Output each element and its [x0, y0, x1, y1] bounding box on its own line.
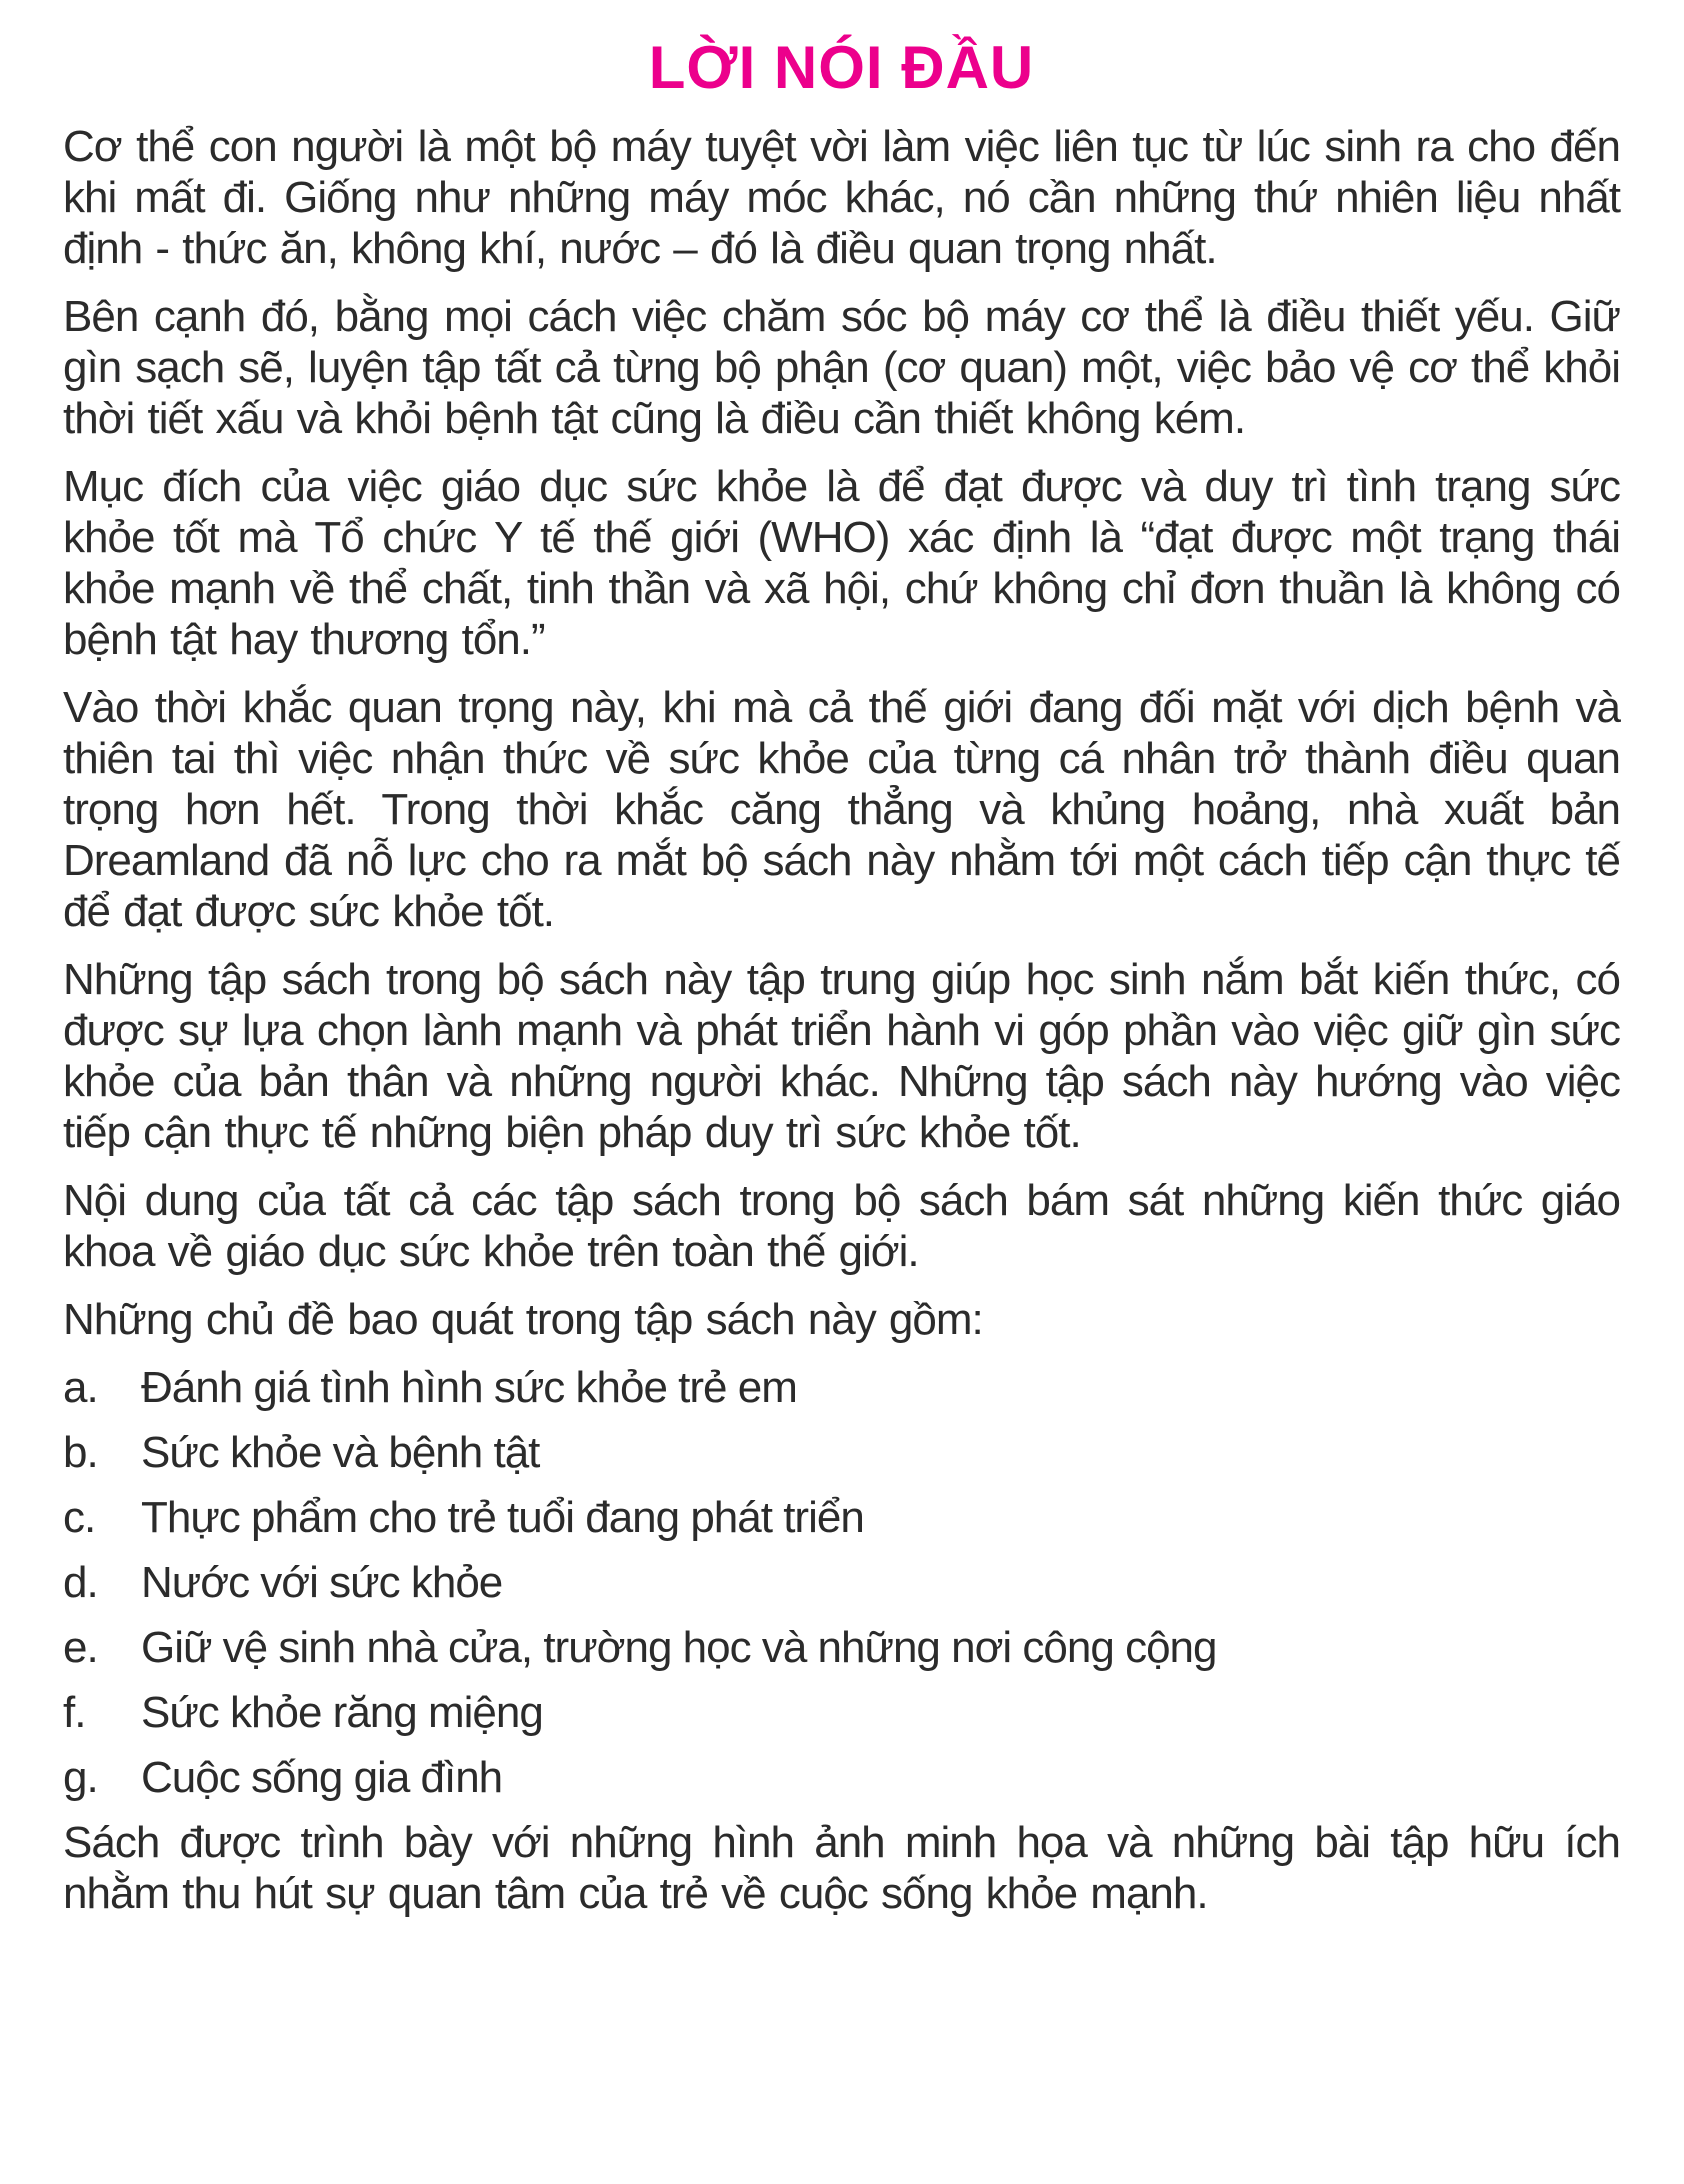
paragraph: Mục đích của việc giáo dục sức khỏe là để đạt được và duy trì tình trạng sức khỏe tốt mà Tổ chức Y tế thế giới (WHO) xác định là “đạt được một trạng thái khỏe mạnh về thể chất, tinh thần và xã hội, chứ không chỉ đơn thuần là không có bệnh tật hay thương tổn.”	[63, 462, 1620, 664]
topic-text: Đánh giá tình hình sức khỏe trẻ em	[141, 1363, 797, 1412]
topic-text: Cuộc sống gia đình	[141, 1753, 503, 1802]
topic-item	[63, 1362, 1620, 1413]
topic-item	[63, 1687, 1620, 1738]
topic-marker: e.	[63, 1623, 98, 1672]
topic-item	[63, 1752, 1620, 1803]
topic-marker: d.	[63, 1558, 98, 1607]
closing-paragraph: Sách được trình bày với những hình ảnh minh họa và những bài tập hữu ích nhằm thu hút sự quan tâm của trẻ về cuộc sống khỏe mạnh.	[63, 1818, 1620, 1918]
topic-text: Sức khỏe và bệnh tật	[141, 1428, 540, 1477]
page-title: LỜI NÓI ĐẦU	[648, 34, 1035, 101]
topic-item	[63, 1427, 1620, 1478]
topic-marker: c.	[63, 1493, 96, 1542]
topic-marker: a.	[63, 1363, 98, 1412]
paragraph: Nội dung của tất cả các tập sách trong bộ sách bám sát những kiến thức giáo khoa về giáo dục sức khỏe trên toàn thế giới.	[63, 1176, 1620, 1276]
body-text	[63, 121, 1620, 1919]
topics-intro: Những chủ đề bao quát trong tập sách này gồm:	[63, 1295, 983, 1344]
paragraph: Bên cạnh đó, bằng mọi cách việc chăm sóc bộ máy cơ thể là điều thiết yếu. Giữ gìn sạch sẽ, luyện tập tất cả từng bộ phận (cơ quan) một, việc bảo vệ cơ thể khỏi thời tiết xấu và khỏi bệnh tật cũng là điều cần thiết không kém.	[63, 292, 1620, 443]
topic-marker: g.	[63, 1753, 98, 1802]
topic-text: Nước với sức khỏe	[141, 1558, 503, 1607]
topic-item	[63, 1622, 1620, 1673]
paragraph: Cơ thể con người là một bộ máy tuyệt vời làm việc liên tục từ lúc sinh ra cho đến khi mất đi. Giống như những máy móc khác, nó cần những thứ nhiên liệu nhất định - thức ăn, không khí, nước – đó là điều quan trọng nhất.	[63, 122, 1620, 273]
topic-text: Sức khỏe răng miệng	[141, 1688, 543, 1737]
topic-text: Giữ vệ sinh nhà cửa, trường học và những nơi công cộng	[141, 1623, 1217, 1672]
topic-marker: f.	[63, 1688, 86, 1737]
paragraph: Những tập sách trong bộ sách này tập trung giúp học sinh nắm bắt kiến thức, có được sự lựa chọn lành mạnh và phát triển hành vi góp phần vào việc giữ gìn sức khỏe của bản thân và những người khác. Những tập sách này hướng vào việc tiếp cận thực tế những biện pháp duy trì sức khỏe tốt.	[63, 955, 1620, 1157]
topics-list	[63, 1362, 1620, 1803]
paragraph: Vào thời khắc quan trọng này, khi mà cả thế giới đang đối mặt với dịch bệnh và thiên tai thì việc nhận thức về sức khỏe của từng cá nhân trở thành điều quan trọng hơn hết. Trong thời khắc căng thẳng và khủng hoảng, nhà xuất bản Dreamland đã nỗ lực cho ra mắt bộ sách này nhằm tới một cách tiếp cận thực tế để đạt được sức khỏe tốt.	[63, 683, 1620, 936]
topic-marker: b.	[63, 1428, 98, 1477]
topic-text: Thực phẩm cho trẻ tuổi đang phát triển	[141, 1493, 864, 1542]
topic-item	[63, 1557, 1620, 1608]
topic-item	[63, 1492, 1620, 1543]
